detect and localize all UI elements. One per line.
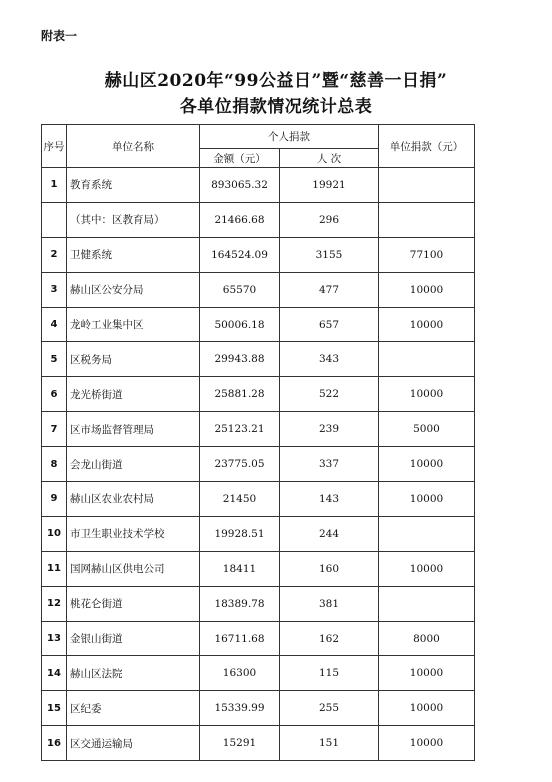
row-count: 19921 [280,168,379,203]
row-unit-donation: 10000 [379,272,475,307]
row-amount: 164524.09 [200,237,280,272]
row-count: 522 [280,377,379,412]
row-unit-name: 区市场监督管理局 [67,412,200,447]
row-unit-donation [379,586,475,621]
attachment-label: 附表一 [41,29,78,43]
row-amount: 18389.78 [200,586,280,621]
header-seq: 序号 [42,125,67,168]
row-unit-name: 赫山区法院 [67,656,200,691]
row-amount: 15339.99 [200,691,280,726]
row-count: 3155 [280,237,379,272]
row-seq: 16 [42,726,67,761]
row-unit-name: 区纪委 [67,691,200,726]
row-count: 151 [280,726,379,761]
row-unit-donation: 10000 [379,447,475,482]
header-personal-donation: 个人捐款 [200,125,379,149]
row-unit-name: 国网赫山区供电公司 [67,551,200,586]
row-seq: 6 [42,377,67,412]
table-row [42,586,475,621]
row-unit-donation: 10000 [379,377,475,412]
row-unit-name: 龙光桥街道 [67,377,200,412]
donation-table [41,124,475,761]
header-unit-donation: 单位捐款（元） [379,125,475,168]
row-amount: 19928.51 [200,516,280,551]
row-unit-donation [379,516,475,551]
table-row [42,412,475,447]
row-unit-name: 市卫生职业技术学校 [67,516,200,551]
table-row [42,377,475,412]
table-row [42,237,475,272]
table-body [42,168,475,761]
row-count: 381 [280,586,379,621]
row-count: 162 [280,621,379,656]
row-seq: 7 [42,412,67,447]
row-seq: 14 [42,656,67,691]
row-seq: 8 [42,447,67,482]
table-row [42,551,475,586]
row-unit-donation: 10000 [379,656,475,691]
row-count: 296 [280,202,379,237]
row-unit-donation: 5000 [379,412,475,447]
row-count: 343 [280,342,379,377]
document-subtitle: 各单位捐款情况统计总表 [179,97,373,117]
table-row [42,342,475,377]
row-unit-donation [379,342,475,377]
row-unit-name: 区交通运输局 [67,726,200,761]
table-row [42,447,475,482]
table-row [42,621,475,656]
row-seq: 11 [42,551,67,586]
row-amount: 23775.05 [200,447,280,482]
row-unit-donation [379,202,475,237]
row-unit-donation: 10000 [379,551,475,586]
row-unit-name: 区税务局 [67,342,200,377]
document-title: 赫山区2020年“99公益日”暨“慈善一日捐” [104,71,448,91]
row-seq [42,202,67,237]
row-count: 657 [280,307,379,342]
table-row [42,726,475,761]
row-amount: 15291 [200,726,280,761]
row-seq: 2 [42,237,67,272]
table-row [42,516,475,551]
row-amount: 893065.32 [200,168,280,203]
row-unit-name: 教育系统 [67,168,200,203]
table-row [42,482,475,517]
row-amount: 21466.68 [200,202,280,237]
row-seq: 10 [42,516,67,551]
row-count: 244 [280,516,379,551]
row-amount: 65570 [200,272,280,307]
row-unit-name: 赫山区公安分局 [67,272,200,307]
row-count: 477 [280,272,379,307]
row-seq: 4 [42,307,67,342]
row-amount: 25123.21 [200,412,280,447]
row-unit-donation: 8000 [379,621,475,656]
table-row [42,691,475,726]
row-unit-name: 桃花仑街道 [67,586,200,621]
row-unit-donation: 10000 [379,307,475,342]
header-unit-name: 单位名称 [67,125,200,168]
row-amount: 16300 [200,656,280,691]
row-seq: 13 [42,621,67,656]
table-row [42,272,475,307]
row-amount: 18411 [200,551,280,586]
row-count: 239 [280,412,379,447]
row-count: 115 [280,656,379,691]
row-unit-donation [379,168,475,203]
row-unit-name: 卫健系统 [67,237,200,272]
row-count: 160 [280,551,379,586]
row-amount: 16711.68 [200,621,280,656]
header-amount: 金额（元） [200,149,280,168]
row-amount: 50006.18 [200,307,280,342]
row-unit-name: 会龙山街道 [67,447,200,482]
row-seq: 9 [42,482,67,517]
row-unit-donation: 77100 [379,237,475,272]
row-seq: 5 [42,342,67,377]
row-amount: 25881.28 [200,377,280,412]
row-unit-name: （其中：区教育局） [67,202,200,237]
row-count: 143 [280,482,379,517]
row-seq: 15 [42,691,67,726]
row-seq: 1 [42,168,67,203]
row-unit-name: 龙岭工业集中区 [67,307,200,342]
row-unit-donation: 10000 [379,482,475,517]
row-count: 337 [280,447,379,482]
row-unit-name: 赫山区农业农村局 [67,482,200,517]
header-count: 人 次 [280,149,379,168]
row-unit-donation: 10000 [379,726,475,761]
table-row [42,656,475,691]
table-row [42,202,475,237]
row-amount: 29943.88 [200,342,280,377]
row-seq: 3 [42,272,67,307]
row-amount: 21450 [200,482,280,517]
row-count: 255 [280,691,379,726]
row-unit-donation: 10000 [379,691,475,726]
row-seq: 12 [42,586,67,621]
row-unit-name: 金银山街道 [67,621,200,656]
table-row [42,168,475,203]
table-row [42,307,475,342]
